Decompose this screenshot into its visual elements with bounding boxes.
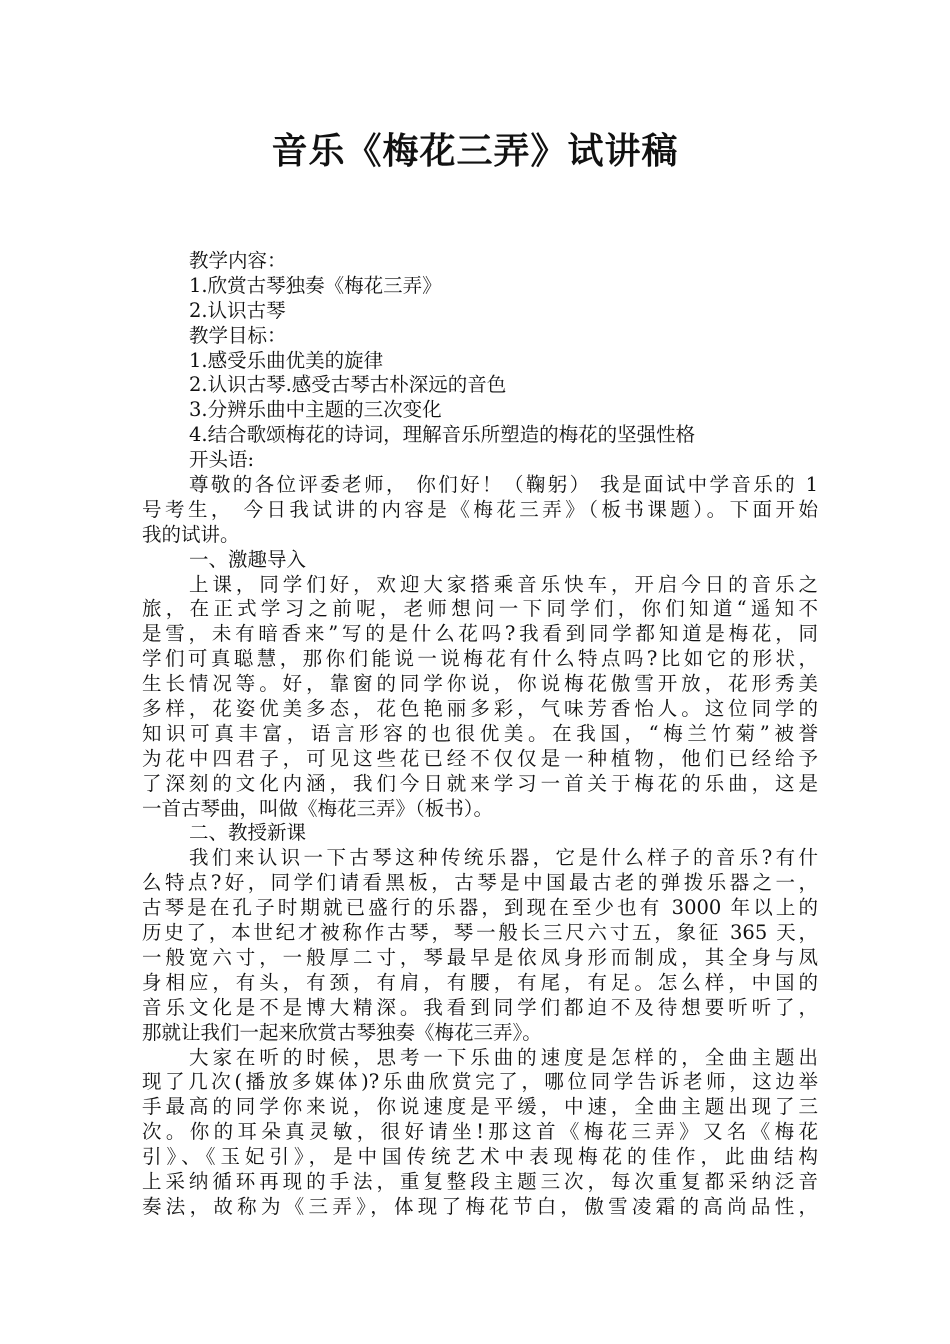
text-line: 上采纳循环再现的手法，重复整段主题三次，每次重复都采纳泛音 [142, 1169, 818, 1193]
text-line: 教学内容： [189, 249, 287, 272]
text-line: 教学目标： [189, 323, 287, 347]
text-line: 二、教授新课 [189, 821, 307, 845]
text-line: 1.欣赏古琴独奏《梅花三弄》 [189, 273, 442, 297]
text-line: 生长情况等。好，靠窗的同学你说，你说梅花傲雪开放，花形秀美 [142, 672, 818, 696]
text-line: 3.分辨乐曲中主题的三次变化 [189, 398, 442, 422]
text-line: 古琴是在孔子时期就已盛行的乐器，到现在至少也有 3000 年以上的 [142, 896, 818, 920]
text-line: 音乐文化是不是博大精深。我看到同学们都迫不及待想要听听了， [142, 995, 818, 1019]
text-line: 手最高的同学你来说，你说速度是平缓，中速，全曲主题出现了三 [142, 1095, 818, 1119]
text-line: 次。你的耳朵真灵敏，很好请坐!那这首《梅花三弄》又名《梅花 [142, 1120, 818, 1144]
text-line: 知识可真丰富，语言形容的也很优美。在我国，“梅兰竹菊”被誉 [142, 721, 818, 745]
document-body [142, 249, 818, 1220]
text-line: 一、激趣导入 [189, 547, 307, 571]
text-line: 现了几次(播放多媒体)?乐曲欣赏完了，哪位同学告诉老师，这边举 [142, 1070, 818, 1094]
text-line: 上课，同学们好，欢迎大家搭乘音乐快车，开启今日的音乐之 [189, 572, 818, 596]
text-line: 引》、《玉妃引》，是中国传统艺术中表现梅花的佳作，此曲结构 [142, 1145, 818, 1169]
text-line: 是雪，未有暗香来”写的是什么花吗?我看到同学都知道是梅花，同 [142, 622, 818, 646]
text-line: 么特点?好，同学们请看黑板，古琴是中国最古老的弹拨乐器之一， [142, 871, 818, 895]
text-line: 2.认识古琴 [189, 298, 286, 322]
text-line: 历史了，本世纪才被称作古琴，琴一般长三尺六寸五，象征 365 天， [142, 921, 818, 945]
text-line: 那就让我们一起来欣赏古琴独奏《梅花三弄》。 [142, 1020, 542, 1044]
text-line: 我们来认识一下古琴这种传统乐器，它是什么样子的音乐?有什 [189, 846, 818, 870]
text-line: 2.认识古琴.感受古琴古朴深远的音色 [189, 373, 507, 397]
text-line: 多样，花姿优美多态，花色艳丽多彩，气味芳香怡人。这位同学的 [142, 697, 818, 721]
text-line: 了深刻的文化内涵，我们今日就来学习一首关于梅花的乐曲，这是 [142, 771, 818, 795]
text-line: 尊敬的各位评委老师， 你们好！（鞠躬） 我是面试中学音乐的 1 [189, 473, 818, 497]
text-line: 旅，在正式学习之前呢，老师想问一下同学们，你们知道“遥知不 [142, 597, 818, 621]
text-line: 一般宽六寸，一般厚二寸，琴最早是依凤身形而制成，其全身与凤 [142, 945, 818, 969]
text-line: 4.结合歌颂梅花的诗词，理解音乐所塑造的梅花的坚强性格 [189, 423, 696, 447]
text-line: 身相应，有头，有颈，有肩，有腰，有尾，有足。怎么样，中国的 [142, 970, 818, 994]
document-title: 音乐《梅花三弄》试讲稿 [271, 131, 679, 172]
text-line: 1.感受乐曲优美的旋律 [189, 348, 384, 372]
text-line: 奏法，故称为《三弄》，体现了梅花节白，傲雪凌霜的高尚品性， [142, 1194, 818, 1218]
text-line: 学们可真聪慧，那你们能说一说梅花有什么特点吗?比如它的形状， [142, 647, 818, 671]
text-line: 为花中四君子，可见这些花已经不仅仅是一种植物，他们已经给予 [142, 746, 818, 770]
text-line: 号考生， 今日我试讲的内容是《梅花三弄》（板书课题）。下面开始 [142, 497, 818, 521]
text-line: 一首古琴曲，叫做《梅花三弄》（板书）。 [142, 796, 494, 820]
text-line: 开头语: [189, 448, 255, 472]
text-line: 我的试讲。 [142, 522, 240, 546]
text-line: 大家在听的时候，思考一下乐曲的速度是怎样的，全曲主题出 [189, 1045, 818, 1069]
